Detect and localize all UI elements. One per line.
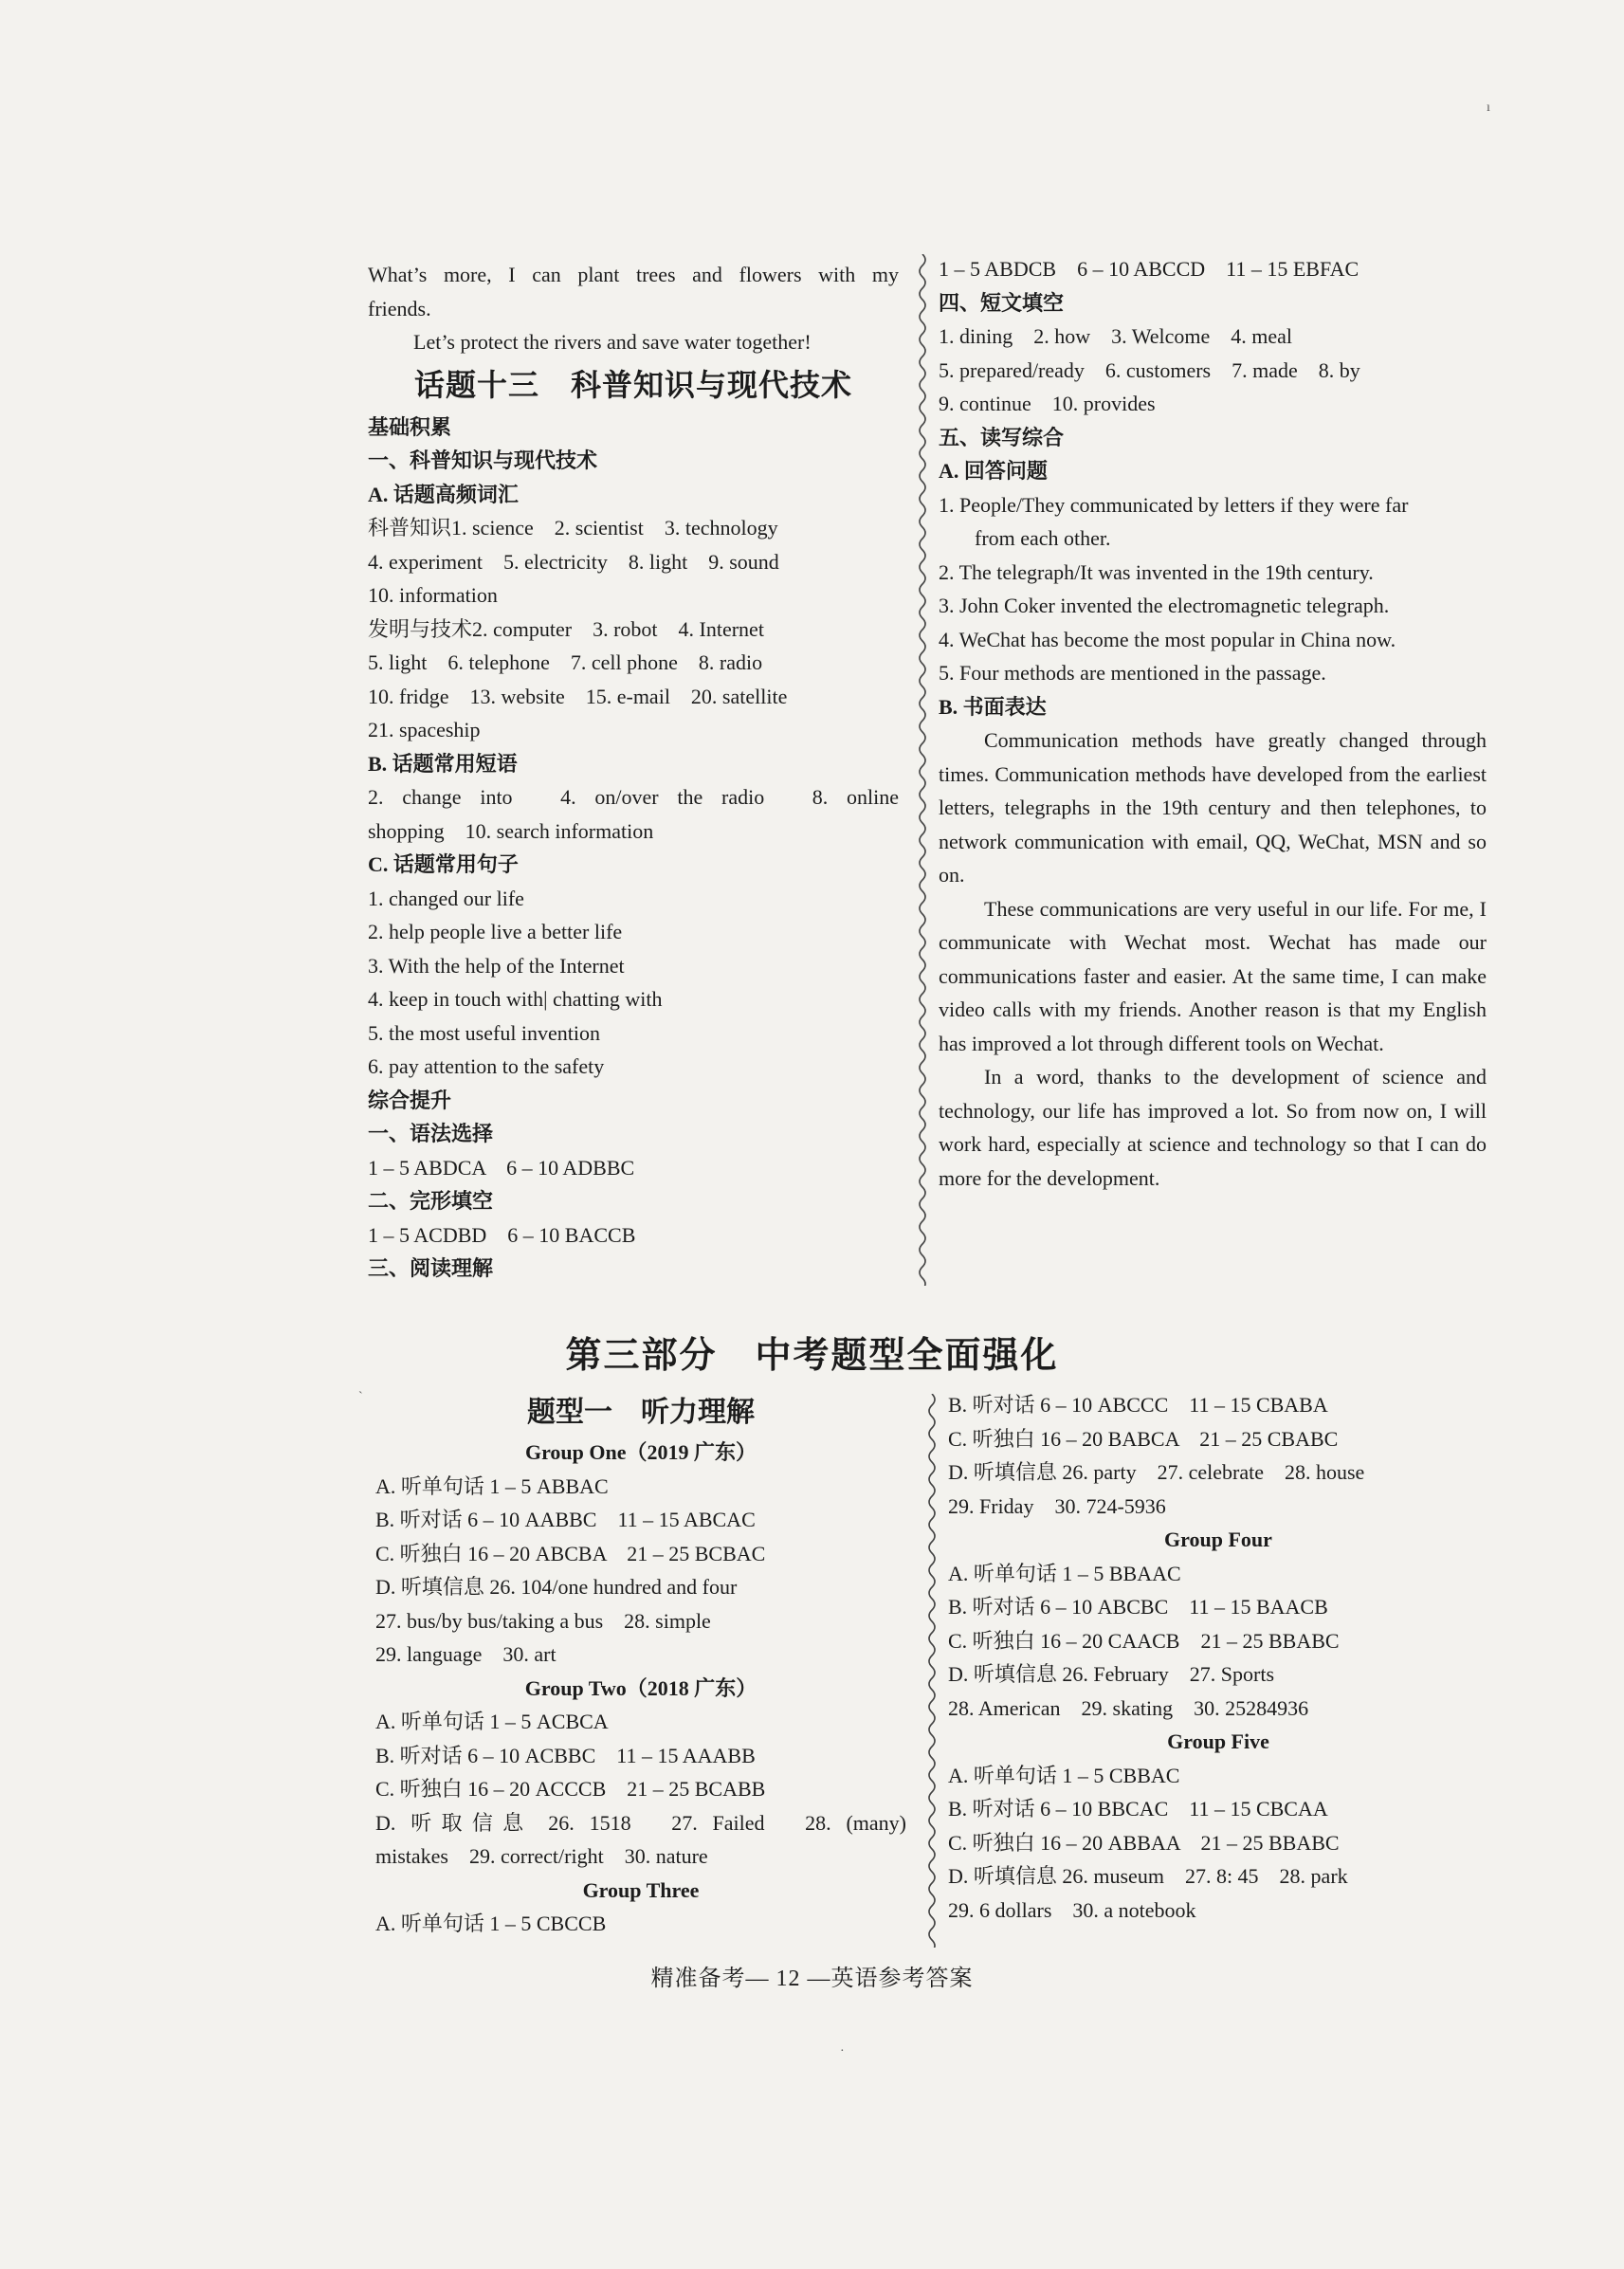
answer-line: 发明与技术2. computer 3. robot 4. Internet [368, 616, 764, 641]
answer-line: D. 听填信息 26. February 27. Sports [948, 1662, 1275, 1686]
answer-line: 科普知识1. science 2. scientist 3. technology [368, 516, 778, 540]
wavy-column-divider [916, 254, 929, 1286]
answer-line: 10. fridge 13. website 15. e-mail 20. satellite [368, 684, 788, 708]
essay-line: Let’s protect the rivers and save water together! [413, 330, 812, 354]
answer-line: 3. With the help of the Internet [368, 953, 625, 978]
essay-paragraph: These communications are very useful in our life. For me, I communicate with Wechat most. Wechat has made our communications faster and easier. At the same time, I can make video calls with my friends. Another reason is that my English has improved a lot through different tools on Wechat. [939, 896, 1487, 1055]
bottom-left-column [375, 1390, 906, 1941]
essay-line: friends. [368, 296, 431, 320]
answer-line: A. 听单句话 1 – 5 CBCCB [375, 1912, 607, 1935]
answer-line: 10. information [368, 583, 498, 607]
answer-line: 1. changed our life [368, 886, 524, 910]
section-heading: 三、阅读理解 [368, 1256, 494, 1280]
sub-heading: B. 话题常用短语 [368, 751, 518, 776]
answer-line: 4. WeChat has become the most popular in China now. [939, 627, 1396, 651]
answer-line: 28. American 29. skating 30. 25284936 [948, 1695, 1309, 1720]
section-heading: 一、语法选择 [368, 1122, 494, 1145]
answer-line: 1 – 5 ABDCB 6 – 10 ABCCD 11 – 15 EBFAC [939, 257, 1359, 281]
answer-line: A. 听单句话 1 – 5 ABBAC [375, 1473, 609, 1498]
bottom-right-column [948, 1388, 1488, 1927]
group-title: Group Four [1164, 1528, 1272, 1551]
section-heading: 五、读写综合 [939, 425, 1065, 449]
sub-heading: A. 话题高频词汇 [368, 482, 519, 506]
answer-line: 9. continue 10. provides [939, 392, 1156, 415]
answer-line: 1 – 5 ABDCA 6 – 10 ADBBC [368, 1155, 635, 1180]
answer-line: C. 听独白 16 – 20 ABBAA 21 – 25 BBABC [948, 1830, 1340, 1855]
answer-line: A. 听单句话 1 – 5 BBAAC [948, 1561, 1181, 1585]
answer-line: B. 听对话 6 – 10 ACBBC 11 – 15 AAABB [375, 1743, 756, 1767]
answer-line: C. 听独白 16 – 20 ACCCB 21 – 25 BCABB [375, 1777, 766, 1801]
answer-line: A. 听单句话 1 – 5 CBBAC [948, 1763, 1180, 1787]
answer-line: 4. keep in touch with| chatting with [368, 987, 663, 1011]
answer-line: 27. bus/by bus/taking a bus 28. simple [375, 1608, 711, 1633]
part-title: 第三部分 中考题型全面强化 [565, 1334, 1059, 1376]
sub-heading: B. 书面表达 [939, 694, 1047, 719]
essay-paragraph: Communication methods have greatly changed through times. Communication methods have developed from the earliest letters, telegraphs in the 19th century and then telephones, to network communication with email, QQ, WeChat, MSN and so on. [939, 728, 1487, 887]
answer-line: D. 听填信息 26. museum 27. 8: 45 28. park [948, 1864, 1348, 1888]
answer-line: 21. spaceship [368, 718, 481, 741]
top-right-column [939, 252, 1487, 1195]
answer-line: 2. change into 4. on/over the radio 8. online [368, 785, 899, 809]
page-footer: 精准备考— 12 —英语参考答案 [650, 1967, 974, 1991]
answer-line: B. 听对话 6 – 10 BBCAC 11 – 15 CBCAA [948, 1797, 1328, 1821]
section-heading: 基础积累 [368, 414, 452, 439]
answer-line: 6. pay attention to the safety [368, 1054, 605, 1078]
question-type-title: 题型一 听力理解 [527, 1397, 755, 1428]
wavy-column-divider [925, 1394, 939, 1948]
essay-line: What’s more, I can plant trees and flowers with my [368, 263, 899, 286]
topic-title: 话题十三 科普知识与现代技术 [413, 367, 852, 402]
answer-line: 2. help people live a better life [368, 920, 623, 943]
answer-line: 29. language 30. art [375, 1642, 557, 1666]
group-title: Group Three [582, 1877, 700, 1902]
scan-mark: ˋ [358, 1390, 363, 1404]
scan-mark: · [840, 2044, 845, 2059]
answer-line: A. 听单句话 1 – 5 ACBCA [375, 1710, 609, 1733]
answer-line: C. 听独白 16 – 20 ABCBA 21 – 25 BCBAC [375, 1541, 766, 1565]
group-title: Group Two（2018 广东） [524, 1675, 757, 1700]
answer-line: 1 – 5 ACDBD 6 – 10 BACCB [368, 1222, 636, 1247]
answer-line: 29. 6 dollars 30. a notebook [948, 1897, 1196, 1922]
answer-line: shopping 10. search information [368, 818, 654, 843]
section-heading: 四、短文填空 [939, 290, 1065, 315]
answer-line: B. 听对话 6 – 10 ABCCC 11 – 15 CBABA [948, 1393, 1328, 1417]
section-heading: 二、完形填空 [368, 1189, 494, 1213]
answer-line: 2. The telegraph/It was invented in the 19th century. [939, 559, 1374, 584]
answer-line: D. 听填信息 26. 104/one hundred and four [375, 1575, 738, 1599]
answer-line: D. 听取信息 26. 1518 27. Failed 28. (many) [375, 1810, 906, 1835]
section-heading: 一、科普知识与现代技术 [368, 448, 598, 472]
answer-line: 5. prepared/ready 6. customers 7. made 8. by [939, 357, 1360, 382]
answer-line: 5. the most useful invention [368, 1020, 601, 1045]
scan-mark: ı [1487, 101, 1490, 115]
answer-line: 1. dining 2. how 3. Welcome 4. meal [939, 324, 1292, 348]
essay-paragraph: In a word, thanks to the development of science and technology, our life has improved a lot. So from now on, I will work hard, especially at science and technology so that I can do more for the development. [939, 1065, 1487, 1190]
answer-line: mistakes 29. correct/right 30. nature [375, 1844, 708, 1868]
answer-line: 5. Four methods are mentioned in the passage. [939, 661, 1326, 685]
answer-line: 1. People/They communicated by letters if they were far [939, 492, 1409, 517]
sub-heading: C. 话题常用句子 [368, 852, 519, 876]
answer-line: 3. John Coker invented the electromagnetic telegraph. [939, 594, 1390, 617]
answer-line: from each other. [975, 526, 1111, 550]
answer-line: 29. Friday 30. 724-5936 [948, 1493, 1166, 1518]
answer-line: C. 听独白 16 – 20 BABCA 21 – 25 CBABC [948, 1426, 1339, 1451]
answer-line: 4. experiment 5. electricity 8. light 9. sound [368, 549, 779, 574]
sub-heading: A. 回答问题 [939, 459, 1048, 483]
group-title: Group One（2019 广东） [524, 1440, 757, 1464]
answer-line: D. 听填信息 26. party 27. celebrate 28. house [948, 1460, 1365, 1484]
answer-line: B. 听对话 6 – 10 AABBC 11 – 15 ABCAC [375, 1508, 756, 1531]
top-left-column [368, 258, 899, 1286]
answer-line: B. 听对话 6 – 10 ABCBC 11 – 15 BAACB [948, 1595, 1328, 1619]
answer-line: C. 听独白 16 – 20 CAACB 21 – 25 BBABC [948, 1628, 1340, 1653]
answer-line: 5. light 6. telephone 7. cell phone 8. radio [368, 650, 763, 674]
section-heading: 综合提升 [368, 1088, 452, 1112]
group-title: Group Five [1167, 1729, 1269, 1753]
